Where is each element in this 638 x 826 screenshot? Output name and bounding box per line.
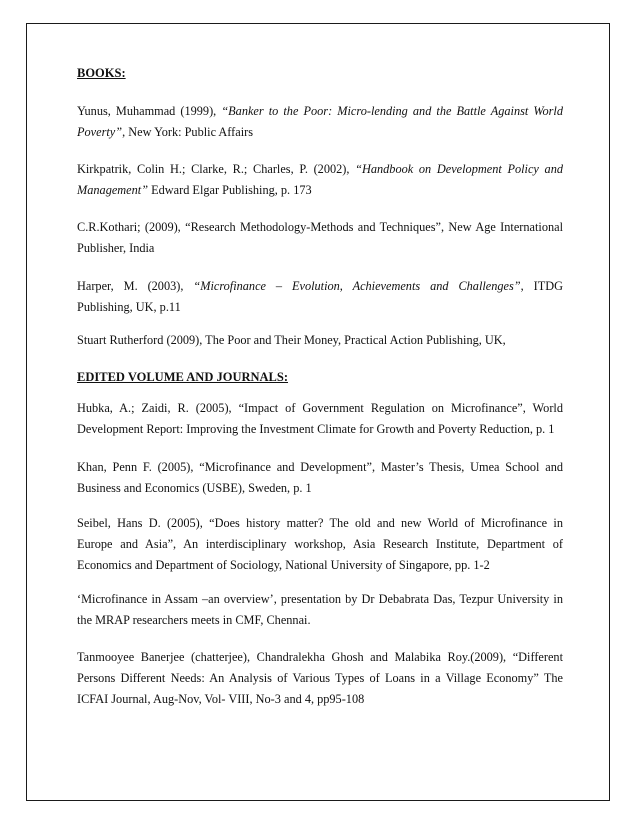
reference-entry: Yunus, Muhammad (1999), “Banker to the Poor: Micro-lending and the Battle Against World Poverty”, New York: Public Affairs bbox=[77, 104, 563, 139]
reference-entry: C.R.Kothari; (2009), “Research Methodology-Methods and Techniques”, New Age International Publisher, India bbox=[77, 220, 563, 255]
reference-entry: Tanmooyee Banerjee (chatterjee), Chandralekha Ghosh and Malabika Roy.(2009), “Different Persons Different Needs: An Analysis of Various Types of Loans in a Village Economy” The ICFAI Journal, Aug-Nov, Vol- VIII, No-3 and 4, pp95-108 bbox=[77, 650, 563, 706]
reference-entry: Stuart Rutherford (2009), The Poor and Their Money, Practical Action Publishing, UK, bbox=[77, 333, 506, 347]
reference-entry: ‘Microfinance in Assam –an overview’, presentation by Dr Debabrata Das, Tezpur University in the MRAP researchers meets in CMF, Chennai. bbox=[77, 592, 563, 627]
reference-entry: Kirkpatrik, Colin H.; Clarke, R.; Charles, P. (2002), “Handbook on Development Policy and Management” Edward Elgar Publishing, p. 173 bbox=[77, 162, 564, 197]
journals-heading: EDITED VOLUME AND JOURNALS: bbox=[77, 370, 289, 384]
books-heading: BOOKS: bbox=[77, 66, 126, 80]
reference-entry: Harper, M. (2003), “Microfinance – Evolution, Achievements and Challenges”, ITDG Publishing, UK, p.11 bbox=[77, 279, 563, 314]
reference-entry: Seibel, Hans D. (2005), “Does history matter? The old and new World of Microfinance in Europe and Asia”, An interdisciplinary workshop, Asia Research Institute, Department of Economics and Department of Sociology, National University of Singapore, pp. 1-2 bbox=[77, 516, 563, 572]
reference-entry: Hubka, A.; Zaidi, R. (2005), “Impact of Government Regulation on Microfinance”, World Development Report: Improving the Investment Climate for Growth and Poverty Reduction, p. 1 bbox=[77, 401, 563, 436]
reference-entry: Khan, Penn F. (2005), “Microfinance and Development”, Master’s Thesis, Umea School and Business and Economics (USBE), Sweden, p. 1 bbox=[77, 460, 563, 495]
